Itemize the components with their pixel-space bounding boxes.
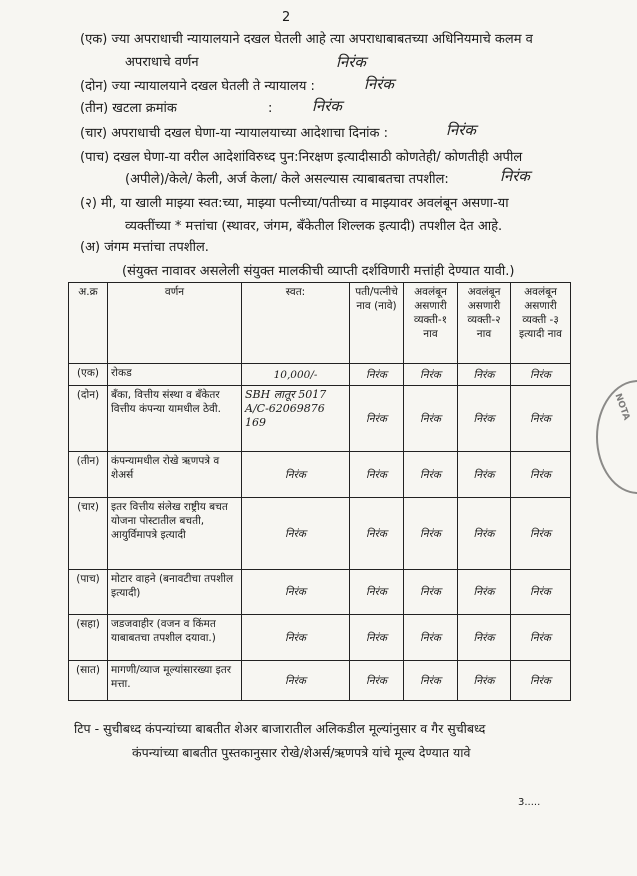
row-dependent-1: निरंक [404, 570, 458, 615]
row-dependent-1: निरंक [404, 386, 458, 452]
row-self: निरंक [242, 452, 350, 498]
header-serial: अ.क्र [69, 283, 108, 364]
row-spouse: निरंक [350, 661, 404, 701]
row-dependent-2: निरंक [458, 452, 511, 498]
header-description: वर्णन [108, 283, 242, 364]
row-dependent-3: निरंक [511, 615, 571, 661]
header-dependent-1: अवलंबून असणारी व्यक्ती-१ नाव [404, 283, 458, 364]
table-row [69, 661, 571, 701]
table-caption: (संयुक्त नावावर असलेली संयुक्त मालकीची व्याप्ती दर्शविणारी मत्तांही देण्यात यावी.) [122, 264, 515, 279]
row-dependent-3: निरंक [511, 386, 571, 452]
row-description: बँका, वित्तीय संस्था व बँकेतर वित्तीय कंपन्या यामधील ठेवी. [108, 386, 242, 452]
row-description: मागणी/व्याज मूल्यांसारख्या इतर मत्ता. [108, 661, 242, 701]
row-self: 10,000/- [242, 364, 350, 386]
item-3-sep: : [268, 101, 273, 116]
row-self: निरंक [242, 498, 350, 570]
item-1-value: निरंक [336, 53, 366, 71]
item-3-label: (तीन) खटला क्रमांक [80, 101, 177, 116]
row-self: निरंक [242, 570, 350, 615]
item-2-value: निरंक [364, 75, 394, 93]
table-row [69, 452, 571, 498]
row-self: SBH लातूर 5017 A/C-62069876 169 [242, 386, 350, 452]
row-dependent-1: निरंक [404, 498, 458, 570]
item-4-value: निरंक [446, 121, 476, 139]
row-description: इतर वित्तीय संलेख राष्ट्रीय बचत योजना पोस्टातील बचती, आयुर्विमापत्रे इत्यादी [108, 498, 242, 570]
row-spouse: निरंक [350, 364, 404, 386]
item-5-cont: (अपीले)/केले/ केली, अर्ज केला/ केले असल्यास त्याबाबतचा तपशील: [125, 172, 449, 187]
row-serial: (सात) [69, 661, 108, 701]
row-dependent-3: निरंक [511, 452, 571, 498]
header-self: स्वत: [242, 283, 350, 364]
item-5-value: निरंक [500, 167, 530, 185]
item-3-value: निरंक [312, 97, 342, 115]
row-serial: (सहा) [69, 615, 108, 661]
section2-sub: (अ) जंगम मत्तांचा तपशील. [80, 240, 209, 255]
row-dependent-3: निरंक [511, 364, 571, 386]
row-dependent-1: निरंक [404, 615, 458, 661]
row-dependent-3: निरंक [511, 498, 571, 570]
item-4-label: (चार) अपराधाची दखल घेणा-या न्यायालयाच्या आदेशाचा दिनांक : [80, 126, 389, 141]
row-spouse: निरंक [350, 452, 404, 498]
row-serial: (एक) [69, 364, 108, 386]
row-dependent-2: निरंक [458, 364, 511, 386]
row-self: निरंक [242, 615, 350, 661]
row-description: कंपन्यामधील रोखे ऋणपत्रे व शेअर्स [108, 452, 242, 498]
item-5-label: (पाच) दखल घेणा-या वरील आदेशांविरुध्द पुन:निरक्षण इत्यादीसाठी कोणतेही/ कोणतीही अपील [80, 150, 523, 165]
row-dependent-3: निरंक [511, 570, 571, 615]
table-row [69, 615, 571, 661]
row-description: रोकड [108, 364, 242, 386]
row-dependent-2: निरंक [458, 661, 511, 701]
row-dependent-2: निरंक [458, 570, 511, 615]
notary-stamp [596, 380, 637, 494]
page-number: 2 [282, 10, 291, 25]
header-dependent-3: अवलंबून असणारी व्यक्ती -३ इत्यादी नाव [511, 283, 571, 364]
row-description: जडजवाहीर (वजन व किंमत याबाबतचा तपशील दयावा.) [108, 615, 242, 661]
next-page-marker: 3..... [518, 797, 541, 808]
row-spouse: निरंक [350, 498, 404, 570]
row-dependent-1: निरंक [404, 452, 458, 498]
row-dependent-2: निरंक [458, 386, 511, 452]
table-row [69, 570, 571, 615]
item-1-cont: अपराधाचे वर्णन [125, 55, 199, 70]
stamp-text: NOTA [612, 392, 632, 422]
section2-line2: व्यक्तींच्या * मत्तांचा (स्थावर, जंगम, बँकेतील शिल्लक इत्यादी) तपशील देत आहे. [125, 219, 503, 234]
header-dependent-2: अवलंबून असणारी व्यक्ती-२ नाव [458, 283, 511, 364]
header-spouse: पती/पत्नीचे नाव (नावे) [350, 283, 404, 364]
table-row [69, 364, 571, 386]
row-dependent-3: निरंक [511, 661, 571, 701]
row-serial: (पाच) [69, 570, 108, 615]
row-serial: (चार) [69, 498, 108, 570]
note-line-2: कंपन्यांच्या बाबतीत पुस्तकानुसार रोखे/शेअर्स/ऋणपत्रे यांचे मूल्य देण्यात यावे [132, 745, 471, 760]
row-dependent-1: निरंक [404, 661, 458, 701]
row-serial: (तीन) [69, 452, 108, 498]
row-spouse: निरंक [350, 570, 404, 615]
item-2-label: (दोन) ज्या न्यायालयाने दखल घेतली ते न्यायालय : [80, 79, 315, 94]
row-spouse: निरंक [350, 386, 404, 452]
item-1-label: (एक) ज्या अपराधाची न्यायालयाने दखल घेतली आहे त्या अपराधाबाबतच्या अधिनियमाचे कलम व [80, 32, 533, 47]
table-header-row [69, 283, 571, 364]
row-serial: (दोन) [69, 386, 108, 452]
table-row [69, 386, 571, 452]
row-self: निरंक [242, 661, 350, 701]
note-line-1: टिप - सुचीबध्द कंपन्यांच्या बाबतीत शेअर बाजारातील अलिकडील मूल्यांनुसार व गैर सुचीबध्द [74, 721, 486, 736]
row-dependent-2: निरंक [458, 498, 511, 570]
section2-line1: (२) मी, या खाली माझ्या स्वत:च्या, माझ्या पत्नीच्या/पतीच्या व माझ्यावर अवलंबून असणा-या [80, 196, 509, 211]
row-spouse: निरंक [350, 615, 404, 661]
movable-assets-table [68, 282, 571, 701]
row-description: मोटार वाहने (बनावटीचा तपशील इत्यादी) [108, 570, 242, 615]
row-dependent-1: निरंक [404, 364, 458, 386]
table-row [69, 498, 571, 570]
row-dependent-2: निरंक [458, 615, 511, 661]
